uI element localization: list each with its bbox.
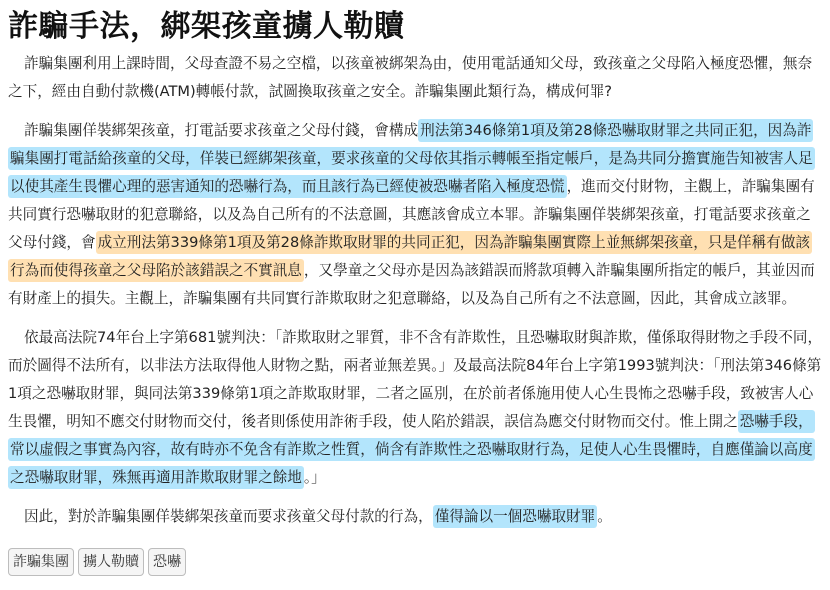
tag-fraud-group[interactable]: 詐騙集團 bbox=[8, 548, 74, 576]
article-title: 詐騙手法，綁架孩童擄人勒贖 bbox=[8, 9, 405, 44]
highlight-fraud: 成立刑法第339條第1項及第28條詐欺取財罪的共同正犯，因為詐騙集團實際上並無綁架孩童，只是佯稱有做該行為而使得孩童之父母陷於該錯誤之不實訊息 bbox=[8, 231, 812, 282]
ruling-text-1: 依最高法院74年台上字第681號判決：「詐欺取財之罪質，非不含有詐欺性，且恐嚇取財與詐欺，僅係取得財物之手段不同，而於圖得不法所有，以非法方法取得他人財物之點，兩者並無差異。」及最高法院84年台上字第1993號判決：「刑法第346條第1項之恐嚇取財罪，與同法第339條第1項之詐欺取財罪，二者之區別，在於前者係施用使人心生畏怖之恐嚇手段，致被害人心生畏懼，明知不應交付財物而交付，後者則係使用詐術手段，使人陷於錯誤，誤信為應交付財物而交付。惟上開之 bbox=[8, 329, 823, 430]
highlight-extortion: 刑法第346條第1項及第28條恐嚇取財罪之共同正犯，因為詐騙集團打電話給孩童的父母，佯裝已經綁架孩童，要求孩童的父母依其指示轉帳至指定帳戶，是為共同分擔實施告知被害人足以使其產生畏懼心理的惡害通知的恐嚇行為，而且該行為已經使被恐嚇者陷入極度恐慌 bbox=[8, 119, 815, 198]
highlight-conclusion: 僅得論以一個恐嚇取財罪 bbox=[433, 505, 598, 528]
analysis-text-2: ，進而交付財物，主觀上，詐騙集團有共同實行恐嚇取財的犯意聯絡，以及為自己所有的不法意圖，其應該會成立本罪。詐騙集團佯裝綁架孩童，打電話要求孩童之父母付錢，會 bbox=[8, 178, 815, 251]
conclusion-text-2: 。 bbox=[597, 508, 612, 525]
intro-paragraph: 詐騙集團利用上課時間，父母查證不易之空檔，以孩童被綁架為由，使用電話通知父母，致孩童之父母陷入極度恐懼，無奈之下，經由自動付款機(ATM)轉帳付款，試圖換取孩童之安全。詐騙集團此類行為，構成何罪? bbox=[8, 55, 813, 100]
analysis-paragraph bbox=[8, 117, 824, 313]
ruling-text-2: 。」 bbox=[303, 469, 326, 486]
court-ruling-paragraph bbox=[8, 324, 824, 492]
tag-list bbox=[8, 548, 186, 576]
analysis-text-1: 詐騙集團佯裝綁架孩童，打電話要求孩童之父母付錢，會構成 bbox=[24, 122, 419, 139]
conclusion-paragraph bbox=[8, 503, 824, 531]
highlight-ruling: 恐嚇手段，常以虛假之事實為內容，故有時亦不免含有詐欺之性質，倘含有詐欺性之恐嚇取財行為，足使人心生畏懼時，自應僅論以高度之恐嚇取財罪，殊無再適用詐欺取財罪之餘地 bbox=[8, 410, 815, 489]
tag-extortion[interactable]: 恐嚇 bbox=[148, 548, 186, 576]
conclusion-text-1: 因此，對於詐騙集團佯裝綁架孩童而要求孩童父母付款的行為， bbox=[24, 508, 433, 525]
tag-kidnapping-ransom[interactable]: 擄人勒贖 bbox=[78, 548, 144, 576]
analysis-text-3: ，又學童之父母亦是因為該錯誤而將款項轉入詐騙集團所指定的帳戶，其並因而有財產上的損失。主觀上，詐騙集團有共同實行詐欺取財之犯意聯絡，以及為自己所有之不法意圖，因此，其會成立該罪。 bbox=[8, 262, 815, 307]
